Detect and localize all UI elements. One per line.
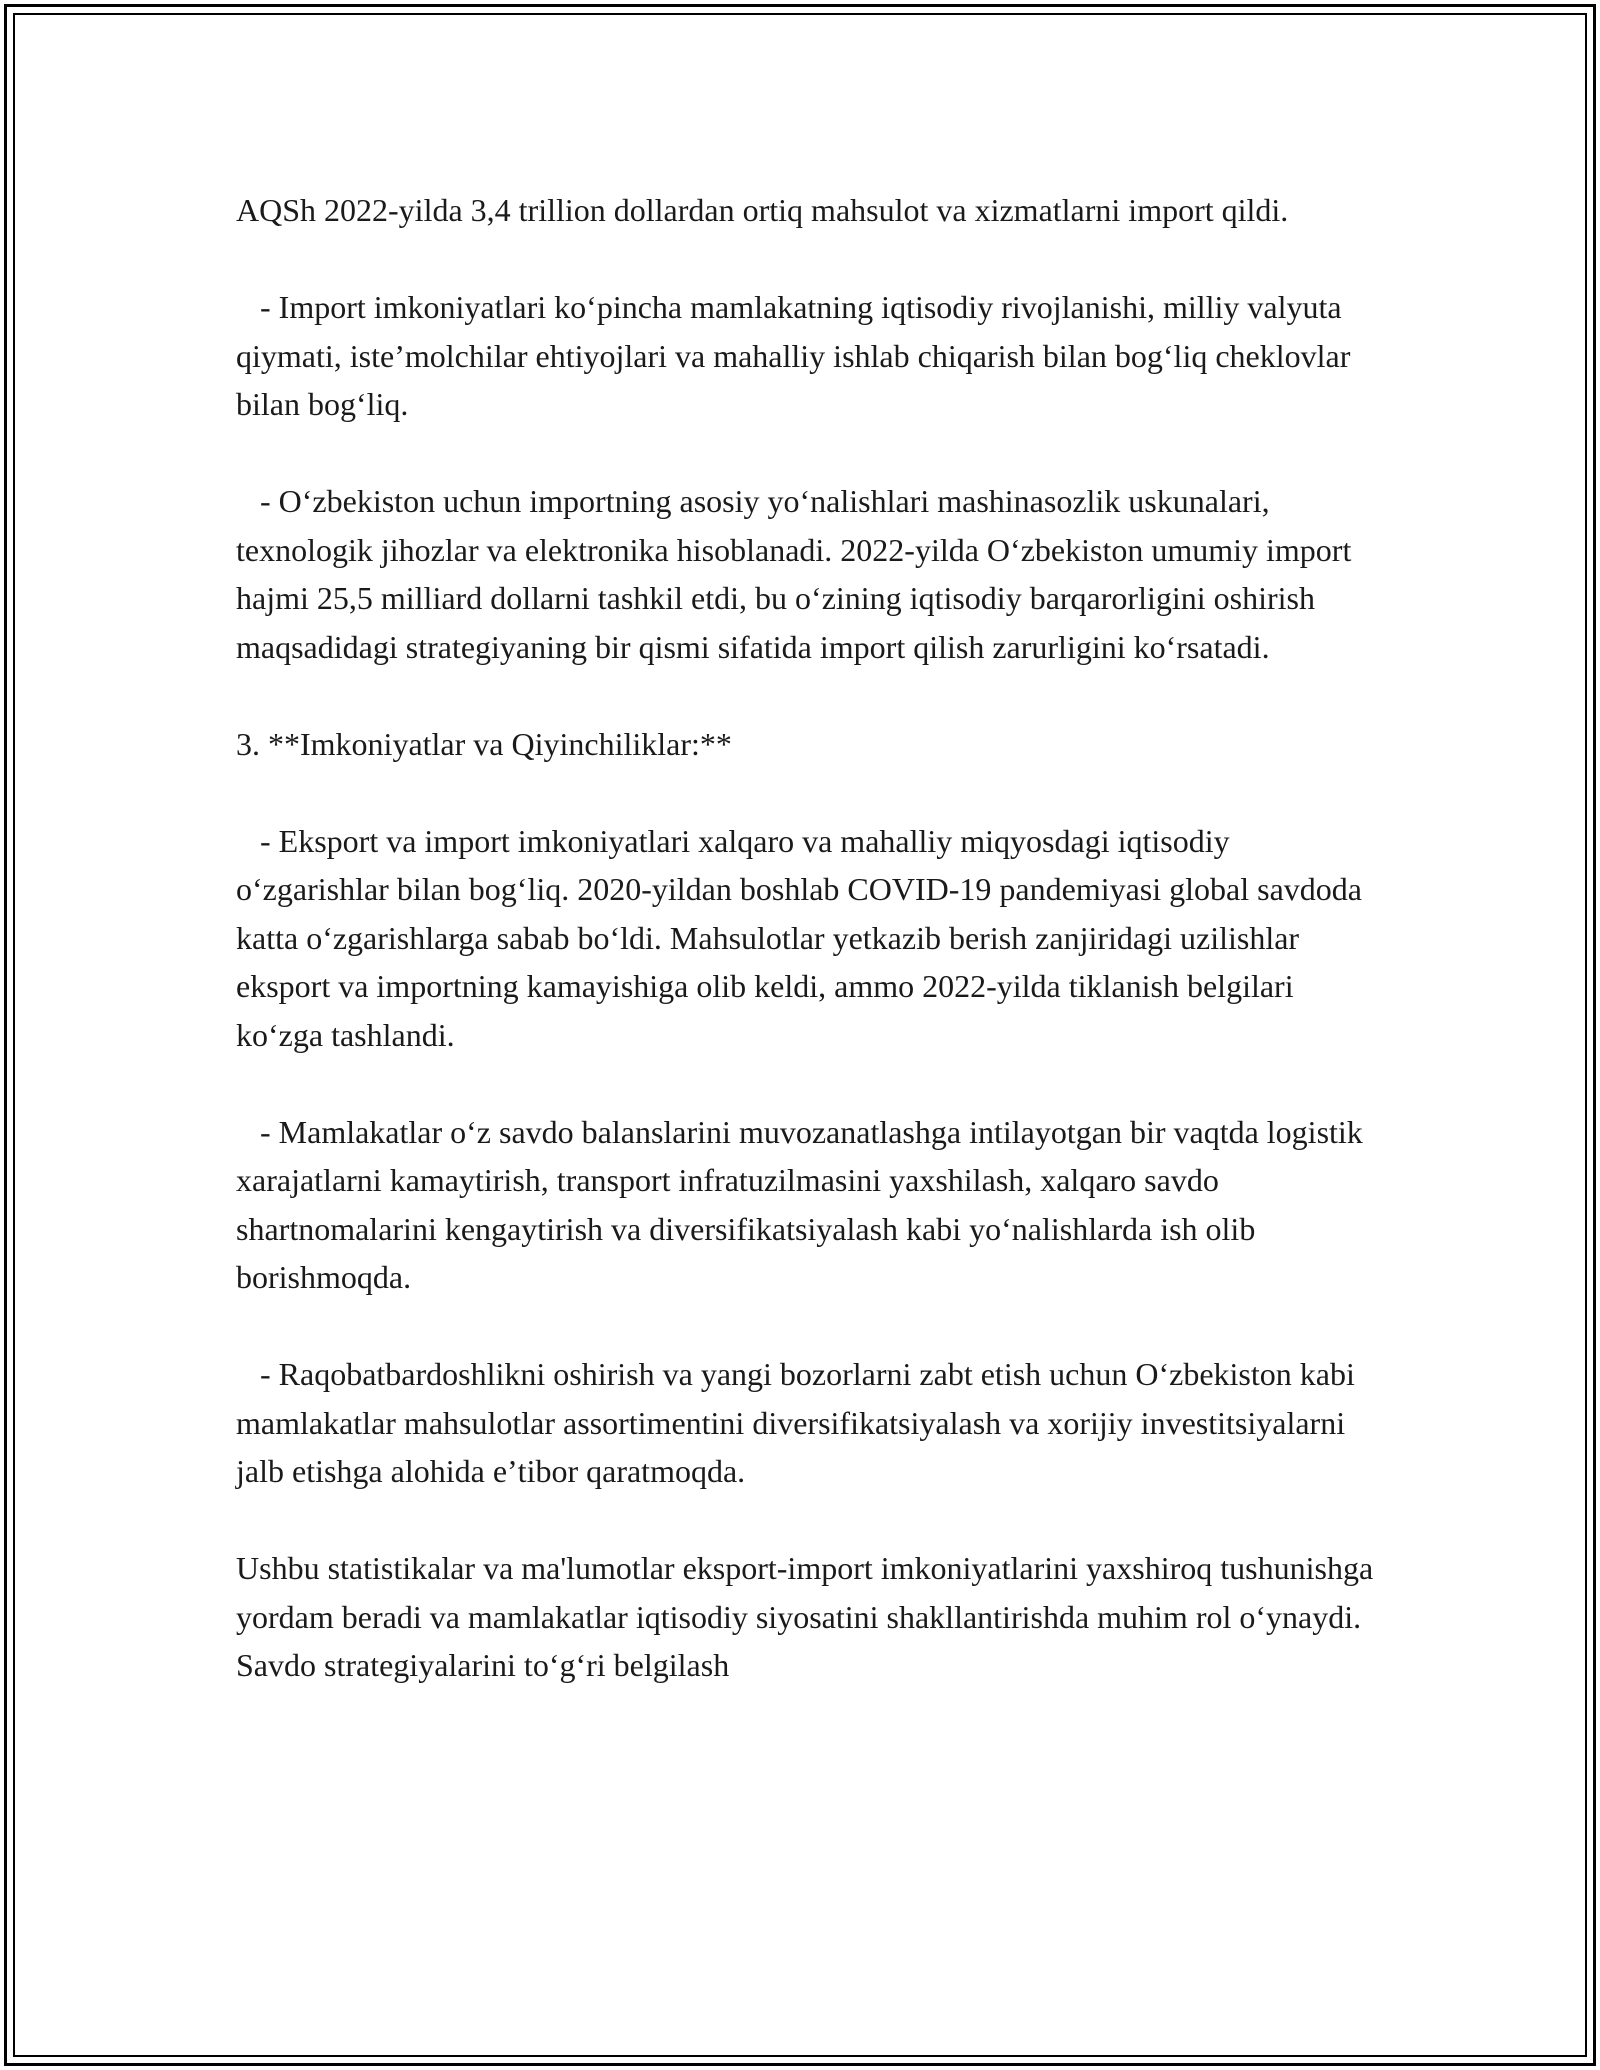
paragraph-competitiveness: - Raqobatbardoshlikni oshirish va yangi bozorlarni zabt etish uchun Oʻzbekiston kabi mamlakatlar mahsulotlar assortimentini diversifikatsiyalash va xorijiy investitsiyalarni jalb etishga alohida eʼtibor qaratmoqda. xyxy=(236,1356,1363,1489)
paragraph-import-factors: - Import imkoniyatlari koʻpincha mamlakatning iqtisodiy rivojlanishi, milliy valyuta qiymati, isteʼmolchilar ehtiyojlari va mahalliy ishlab chiqarish bilan bogʻliq cheklovlar bilan bogʻliq. xyxy=(236,289,1359,422)
paragraph-usa-imports: AQSh 2022-yilda 3,4 trillion dollardan ortiq mahsulot va xizmatlarni import qildi. xyxy=(236,192,1289,228)
section-heading-opportunities: 3. **Imkoniyatlar va Qiyinchiliklar:** xyxy=(236,725,732,762)
paragraph-conclusion: Ushbu statistikalar va ma'lumotlar eksport-import imkoniyatlarini yaxshiroq tushunishga yordam beradi va mamlakatlar iqtisodiy siyosatini shakllantirishda muhim rol oʻynaydi. Savdo strategiyalarini toʻgʻri belgilash xyxy=(236,1550,1382,1683)
document-body xyxy=(236,186,1382,1690)
paragraph-covid-impact: - Eksport va import imkoniyatlari xalqaro va mahalliy miqyosdagi iqtisodiy oʻzgarishlar bilan bogʻliq. 2020-yildan boshlab COVID-19 pandemiyasi global savdoda katta oʻzgarishlarga sabab boʻldi. Mahsulotlar yetkazib berish zanjiridagi uzilishlar eksport va importning kamayishiga olib keldi, ammo 2022-yilda tiklanish belgilari koʻzga tashlandi. xyxy=(236,822,1370,1053)
paragraph-trade-balance: - Mamlakatlar oʻz savdo balanslarini muvozanatlashga intilayotgan bir vaqtda logistik xarajatlarni kamaytirish, transport infratuzilmasini yaxshilash, xalqaro savdo shartnomalarini kengaytirish va diversifikatsiyalash kabi yoʻnalishlarda ish olib borishmoqda. xyxy=(236,1113,1371,1295)
paragraph-uzbekistan-imports: - Oʻzbekiston uchun importning asosiy yoʻnalishlari mashinasozlik uskunalari, texnologik jihozlar va elektronika hisoblanadi. 2022-yilda Oʻzbekiston umumiy import hajmi 25,5 milliard dollarni tashkil etdi, bu oʻzining iqtisodiy barqarorligini oshirish maqsadidagi strategiyaning bir qismi sifatida import qilish zarurligini koʻrsatadi. xyxy=(236,483,1360,665)
